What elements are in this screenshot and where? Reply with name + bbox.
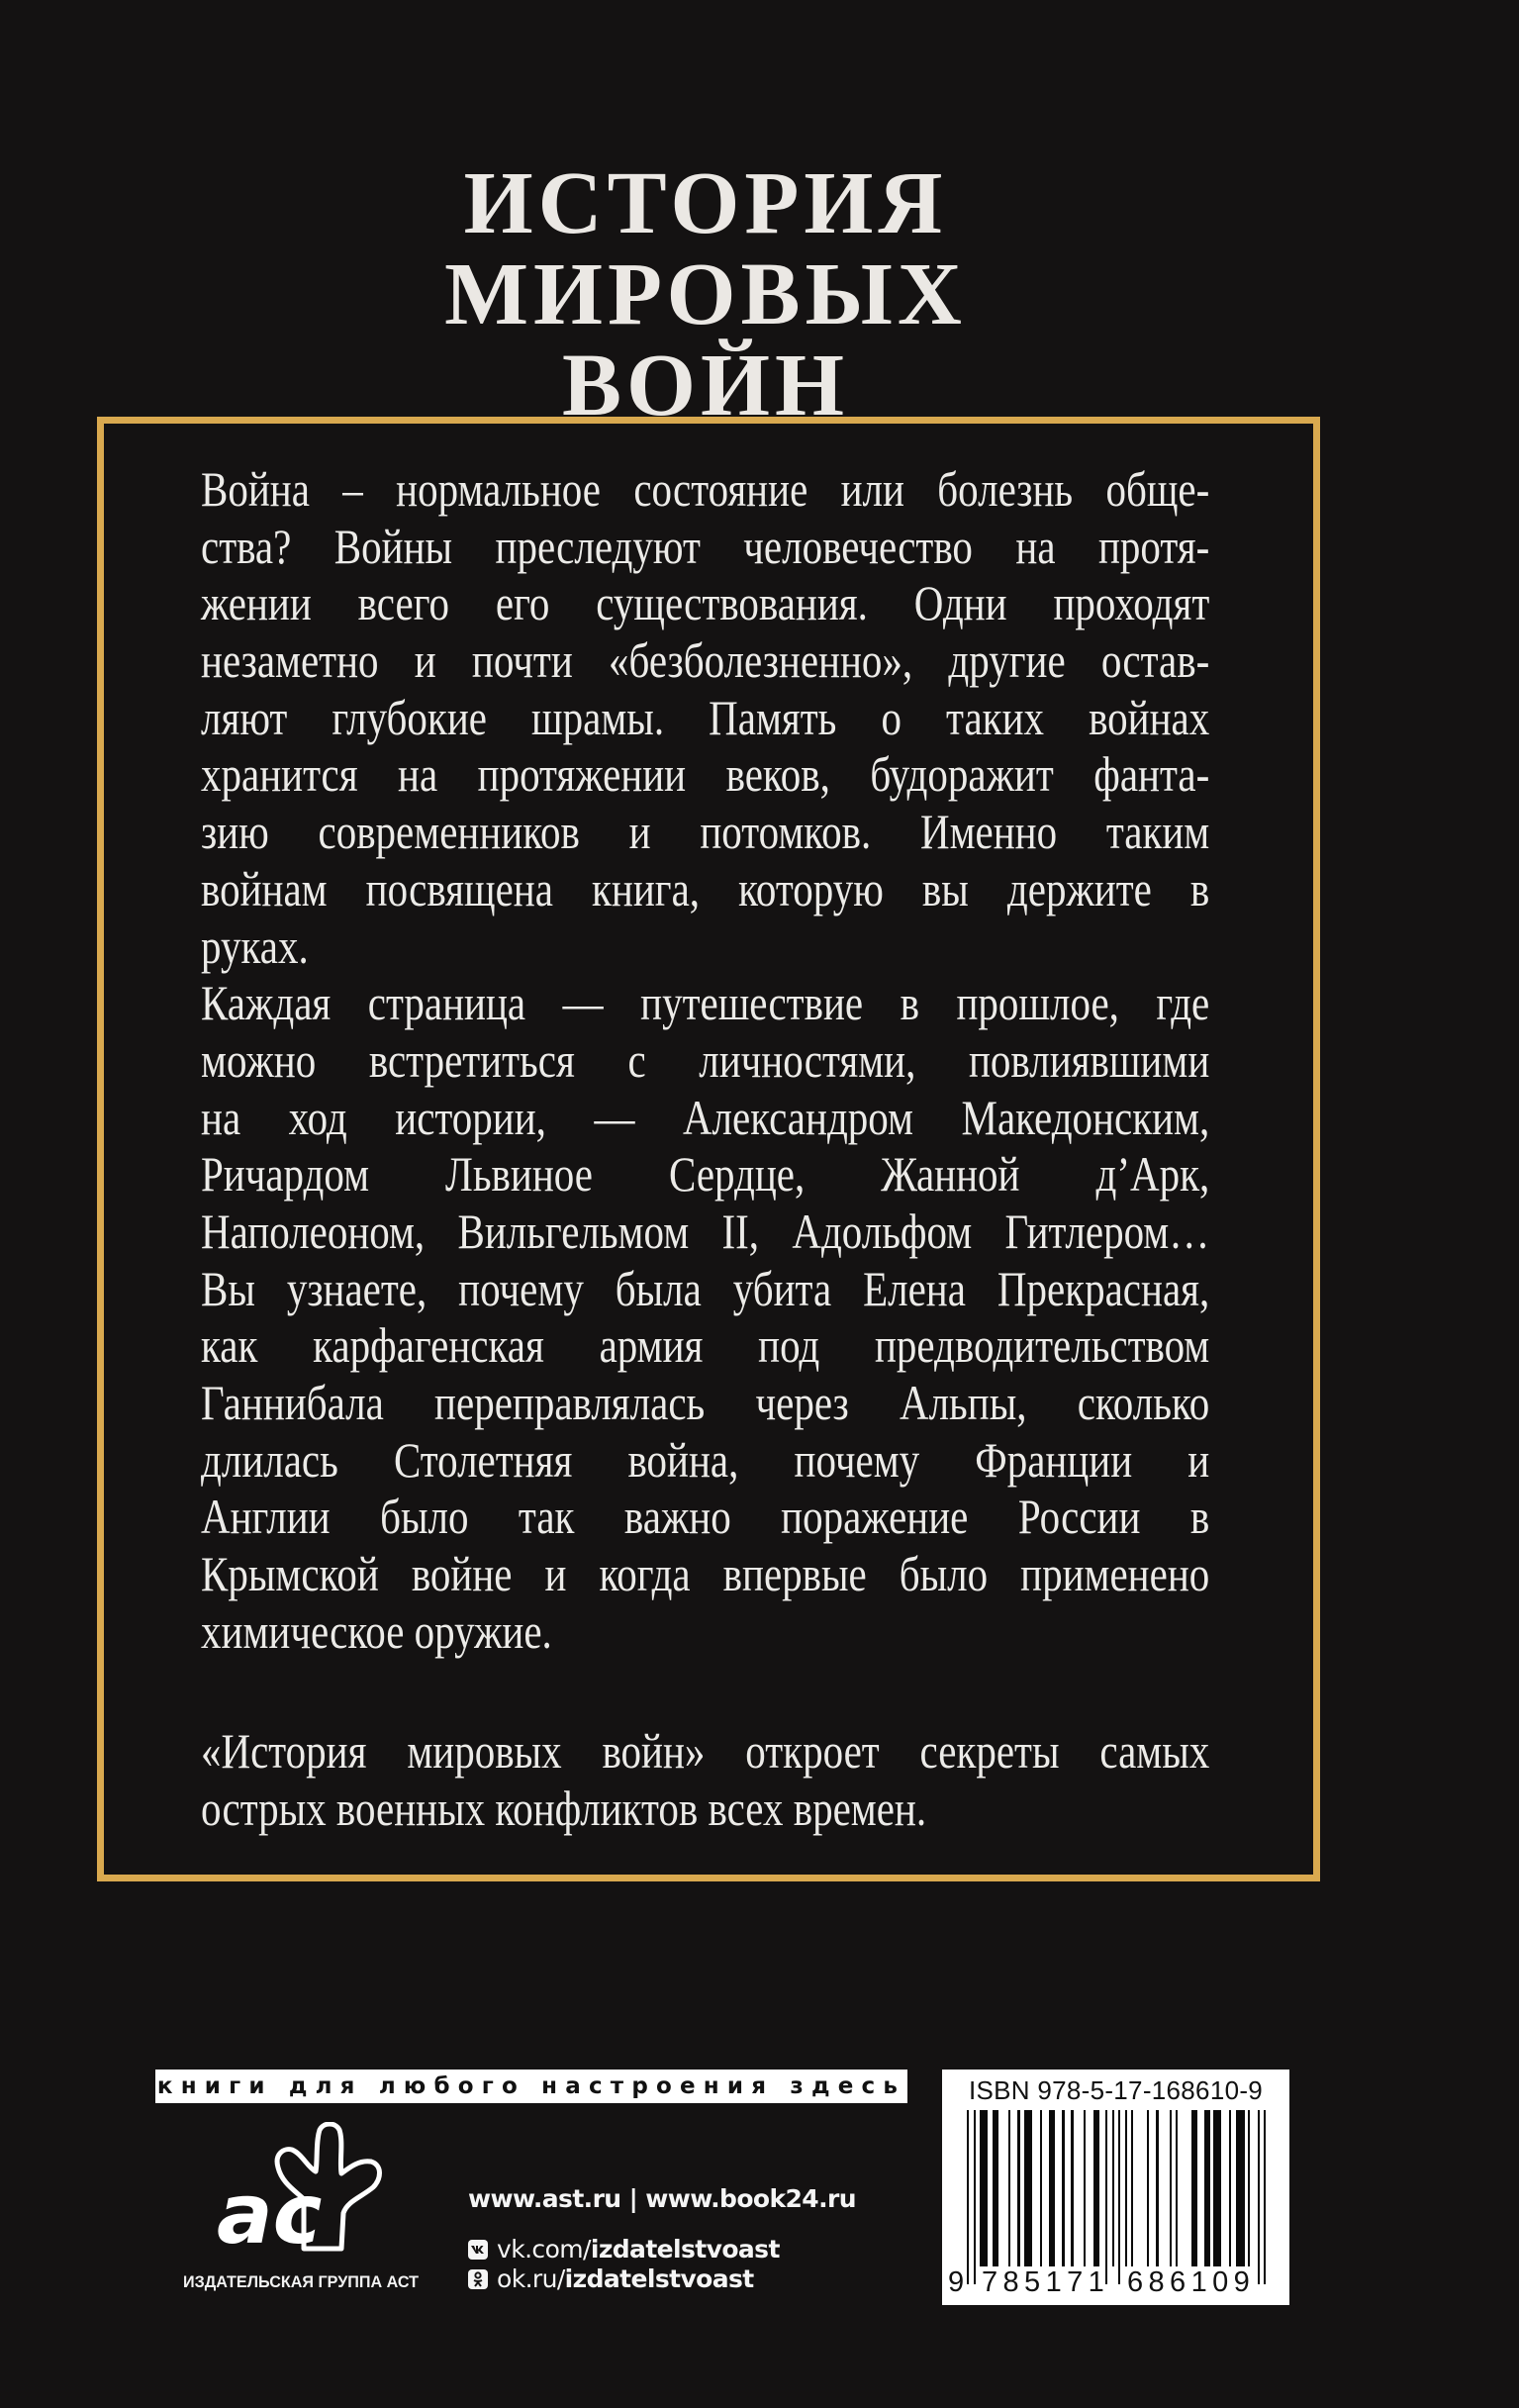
barcode-digits-right: 686109 xyxy=(1127,2266,1256,2298)
text-line: жении всего его существования. Одни проходят xyxy=(201,575,1210,631)
vk-handle: izdatelstvoast xyxy=(590,2235,780,2264)
closing-paragraph xyxy=(201,1722,1209,1837)
text-line: Каждая страница — путешествие в прошлое, где xyxy=(201,975,1210,1031)
text-line: Война – нормальное состояние или болезнь обще- xyxy=(201,461,1210,517)
book-title xyxy=(211,154,1200,434)
tagline-banner: книги для любого настроения здесь xyxy=(155,2070,907,2103)
text-line: Вы узнаете, почему была убита Елена Прекрасная, xyxy=(201,1260,1210,1316)
text-line: Ричардом Львиное Сердце, Жанной д’Арк, xyxy=(201,1146,1210,1203)
isbn-barcode xyxy=(942,2070,1289,2305)
isbn-text: ISBN 978-5-17-168610-9 xyxy=(968,2075,1264,2105)
barcode-digits-left: 785171 xyxy=(982,2266,1110,2298)
text-line: войнам посвящена книга, которую вы держите в xyxy=(201,860,1210,916)
ok-link[interactable] xyxy=(468,2264,856,2294)
text-line: Англии было так важно поражение России в xyxy=(201,1489,1210,1545)
text-line: незаметно и почти «безболезненно», другие остав- xyxy=(201,632,1210,689)
barcode-digits xyxy=(942,2266,1289,2300)
text-line: «История мировых войн» откроет секреты самых xyxy=(201,1723,1210,1779)
text-line: зию современников и потомков. Именно таким xyxy=(201,804,1210,860)
vk-icon xyxy=(468,2240,488,2260)
text-line: Ганнибала переправлялась через Альпы, сколько xyxy=(201,1375,1210,1430)
text-line: на ход истории, — Александром Македонским, xyxy=(201,1089,1210,1145)
ast-logo-icon xyxy=(213,2122,396,2253)
text-line: Наполеоном, Вильгельмом II, Адольфом Гитлером… xyxy=(201,1203,1210,1259)
publisher-name: ИЗДАТЕЛЬСКАЯ ГРУППА АСТ xyxy=(182,2272,420,2291)
barcode-digit-first: 9 xyxy=(948,2266,970,2298)
publisher-links xyxy=(468,2183,856,2294)
vk-prefix: vk.com/ xyxy=(497,2235,591,2264)
text-line: хранится на протяжении веков, будоражит фанта- xyxy=(201,746,1210,803)
text-line: химическое оружие. xyxy=(201,1602,552,1659)
title-line-1: ИСТОРИЯ МИРОВЫХ xyxy=(444,154,967,343)
text-line: длилась Столетняя война, почему Франции и xyxy=(201,1431,1210,1488)
ok-handle: izdatelstvoast xyxy=(564,2264,754,2293)
ok-prefix: ok.ru/ xyxy=(497,2264,565,2293)
website-links[interactable]: www.ast.ru | www.book24.ru xyxy=(468,2184,856,2213)
text-line: руках. xyxy=(201,917,309,974)
odnoklassniki-icon xyxy=(468,2269,488,2289)
text-line: острых военных конфликтов всех времен. xyxy=(201,1781,927,1836)
vk-link[interactable] xyxy=(468,2235,856,2264)
text-line: можно встретиться с личностями, повлиявшими xyxy=(201,1031,1210,1088)
text-line: Крымской войне и когда впервые было применено xyxy=(201,1546,1210,1602)
text-line: ства? Войны преследуют человечество на протя- xyxy=(201,518,1210,574)
logo-text: ас xyxy=(217,2166,323,2253)
title-line-2: ВОЙН xyxy=(561,337,850,434)
text-line: ляют глубокие шрамы. Память о таких войнах xyxy=(201,689,1210,745)
description-paragraphs xyxy=(201,461,1209,1660)
text-line: как карфагенская армия под предводительством xyxy=(201,1317,1210,1374)
